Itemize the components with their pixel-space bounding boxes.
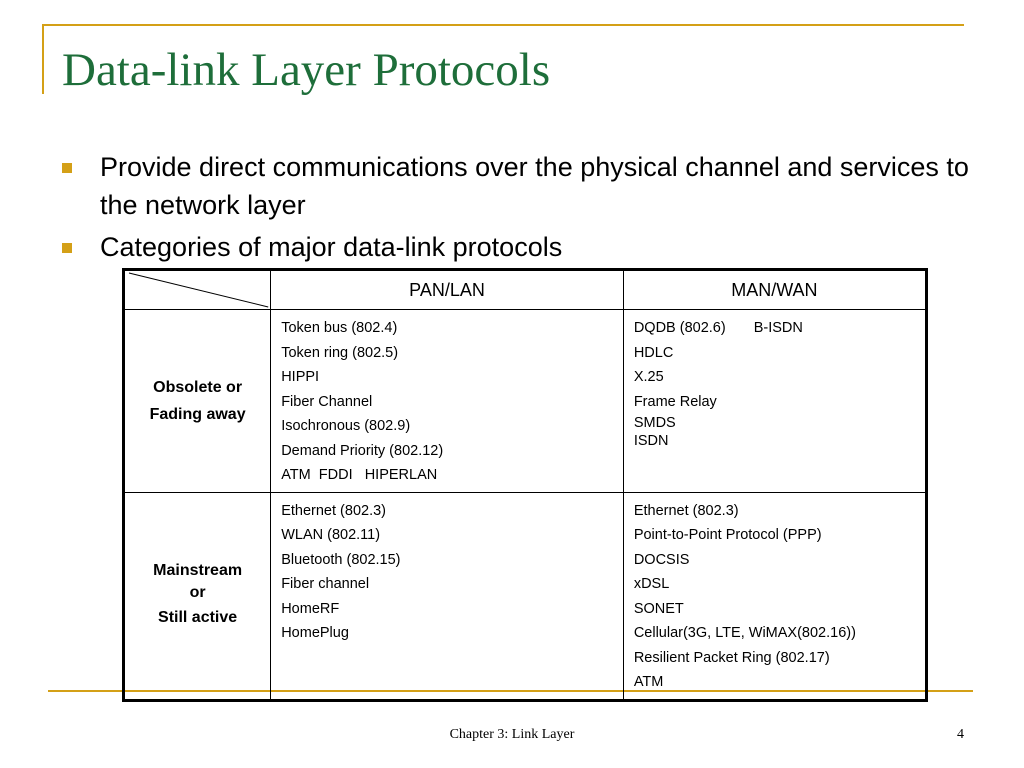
table-row-obsolete — [124, 310, 927, 493]
page-number: 4 — [957, 727, 964, 742]
table-header-row — [124, 270, 927, 310]
square-bullet-icon — [62, 163, 72, 173]
protocol-table — [122, 268, 928, 702]
cell-obsolete-pan-lan — [271, 310, 624, 493]
top-rule — [42, 24, 964, 26]
protocol-item: SMDS — [633, 415, 676, 431]
left-rule — [42, 24, 44, 94]
bullet-list — [62, 148, 972, 270]
protocol-item: DOCSIS — [633, 551, 690, 568]
column-header-pan-lan: PAN/LAN — [271, 270, 624, 310]
protocol-item: ATM FDDI HIPERLAN — [281, 467, 438, 483]
protocol-item: Resilient Packet Ring (802.17) — [633, 649, 830, 666]
table-row-mainstream — [124, 492, 927, 700]
row-header-obsolete — [124, 310, 271, 493]
bullet-text: Provide direct communications over the physical channel and services to the network layer — [100, 152, 969, 220]
protocol-item: ISDN — [633, 433, 669, 449]
footer-chapter: Chapter 3: Link Layer — [449, 727, 575, 742]
protocol-item: Fiber Channel — [281, 393, 373, 410]
protocol-item: WLAN (802.11) — [281, 527, 381, 543]
row-header-line: or — [189, 584, 206, 601]
protocol-item: HDLC — [633, 344, 674, 361]
bullet-item — [62, 228, 972, 266]
square-bullet-icon — [62, 243, 72, 253]
protocol-item: Fiber channel — [281, 576, 370, 592]
protocol-item-text: B-ISDN — [753, 320, 803, 336]
protocol-item: xDSL — [633, 576, 670, 592]
row-header-line: Mainstream — [153, 562, 243, 579]
bullet-text: Categories of major data-link protocols — [100, 232, 563, 262]
protocol-item: HIPPI — [281, 369, 320, 385]
protocol-item: Frame Relay — [633, 393, 717, 410]
column-header-man-wan: MAN/WAN — [623, 270, 926, 310]
corner-cell — [124, 270, 271, 310]
bullet-item — [62, 148, 972, 224]
protocol-item: HomePlug — [281, 625, 349, 641]
protocol-item: Cellular(3G, LTE, WiMAX(802.16)) — [633, 625, 856, 641]
protocol-item: X.25 — [633, 369, 664, 385]
protocol-item — [634, 316, 915, 341]
row-header-line: Fading away — [149, 405, 246, 423]
cell-obsolete-man-wan — [623, 310, 926, 493]
slide-title: Data-link Layer Protocols — [62, 44, 551, 96]
protocol-item: HomeRF — [281, 600, 340, 617]
protocol-item: Demand Priority (802.12) — [281, 442, 444, 459]
protocol-item: Isochronous (802.9) — [281, 418, 411, 434]
row-header-line: Obsolete or — [153, 378, 243, 396]
row-header-line: Still active — [158, 609, 238, 626]
cell-mainstream-pan-lan — [271, 492, 624, 700]
cell-mainstream-man-wan — [623, 492, 926, 700]
diagonal-line-icon — [125, 271, 270, 309]
protocol-item: Bluetooth (802.15) — [281, 551, 401, 568]
protocol-item-text: DQDB (802.6) — [633, 320, 726, 336]
protocol-item: Point-to-Point Protocol (PPP) — [633, 527, 822, 543]
protocol-item: Token bus (802.4) — [281, 320, 398, 336]
protocol-item: SONET — [633, 600, 684, 617]
protocol-item: Token ring (802.5) — [281, 344, 399, 361]
protocol-item: Ethernet (802.3) — [281, 502, 386, 519]
protocol-item: ATM — [633, 674, 664, 690]
row-header-mainstream — [124, 492, 271, 700]
protocol-item: Ethernet (802.3) — [633, 502, 739, 519]
